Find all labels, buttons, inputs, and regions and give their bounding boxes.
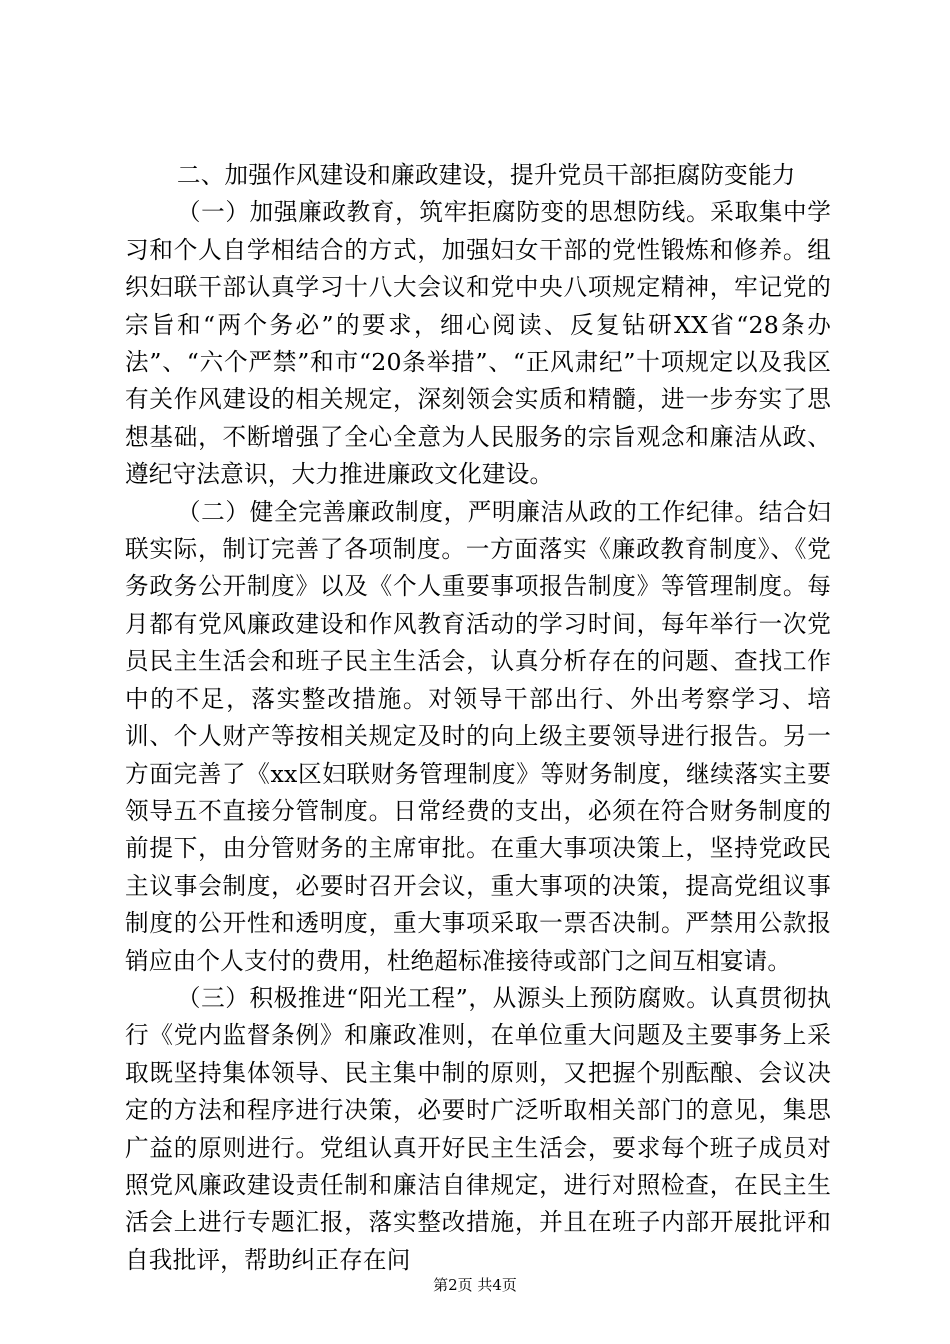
paragraph-3: （三）积极推进“阳光工程”，从源头上预防腐败。认真贯彻执行《党内监督条例》和廉政准则，在单位重大问题及主要事务上采取既坚持集体领导、民主集中制的原则，又把握个别酝酿、会议决定的方法和程序进行决策，必要时广泛听取相关部门的意见，集思广益的原则进行。党组认真开好民主生活会，要求每个班子成员对照党风廉政建设责任制和廉洁自律规定，进行对照检查，在民主生活会上进行专题汇报，落实整改措施，并且在班子内部开展批评和自我批评，帮助纠正存在问	[125, 983, 831, 1274]
paragraph-2: （二）健全完善廉政制度，严明廉洁从政的工作纪律。结合妇联实际，制订完善了各项制度。一方面落实《廉政教育制度》、《党务政务公开制度》以及《个人重要事项报告制度》等管理制度。每月都有党风廉政建设和作风教育活动的学习时间，每年举行一次党员民主生活会和班子民主生活会，认真分析存在的问题、查找工作中的不足，落实整改措施。对领导干部出行、外出考察学习、培训、个人财产等按相关规定及时的向上级主要领导进行报告。另一方面完善了《xx区妇联财务管理制度》等财务制度，继续落实主要领导五不直接分管制度。日常经费的支出，必须在符合财务制度的前提下，由分管财务的主席审批。在重大事项决策上，坚持党政民主议事会制度，必要时召开会议，重大事项的决策，提高党组议事制度的公开性和透明度，重大事项采取一票否决制。严禁用公款报销应由个人支付的费用，杜绝超标准接待或部门之间互相宴请。	[125, 497, 831, 975]
page-number-footer: 第2页 共4页	[433, 1276, 517, 1294]
paragraph-1: （一）加强廉政教育，筑牢拒腐防变的思想防线。采取集中学习和个人自学相结合的方式，加强妇女干部的党性锻炼和修养。组织妇联干部认真学习十八大会议和党中央八项规定精神，牢记党的宗旨和“两个务必”的要求，细心阅读、反复钻研XX省“28条办法”、“六个严禁”和市“20条举措”、“正风肃纪”十项规定以及我区有关作风建设的相关规定，深刻领会实质和精髓，进一步夯实了思想基础，不断增强了全心全意为人民服务的宗旨观念和廉洁从政、遵纪守法意识，大力推进廉政文化建设。	[125, 198, 831, 489]
section-heading: 二、加强作风建设和廉政建设，提升党员干部拒腐防变能力	[176, 161, 796, 189]
document-body	[125, 150, 831, 1279]
